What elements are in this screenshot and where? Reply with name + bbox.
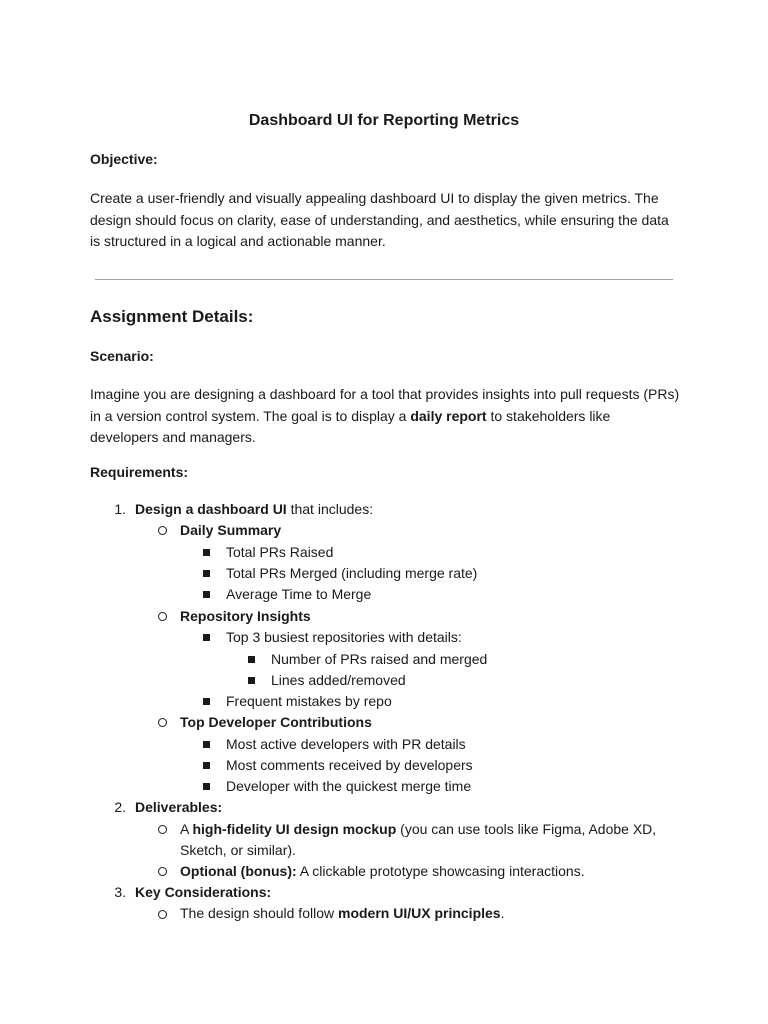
list-item-key-considerations	[135, 882, 271, 903]
list-item-mockup	[180, 819, 656, 840]
list-item-bold: modern UI/UX principles	[338, 905, 501, 921]
list-item-design-principles	[180, 903, 504, 924]
square-bullet-icon	[203, 591, 210, 598]
hollow-circle-bullet-icon	[158, 612, 167, 621]
list-item-bold: Daily Summary	[180, 522, 282, 538]
square-bullet-icon	[248, 656, 255, 663]
scenario-text	[90, 384, 682, 449]
list-item-top3-repos: Top 3 busiest repositories with details:	[226, 629, 462, 645]
document-title: Dashboard UI for Reporting Metrics	[248, 112, 520, 129]
list-item-most-active-devs: Most active developers with PR details	[226, 736, 466, 752]
list-item-lines-added-removed: Lines added/removed	[271, 672, 406, 688]
hollow-circle-bullet-icon	[158, 526, 167, 535]
square-bullet-icon	[203, 698, 210, 705]
list-item-bold: Key Considerations:	[135, 884, 272, 900]
list-item-top-dev-contrib	[180, 712, 372, 733]
list-item-pre: A	[180, 821, 193, 837]
list-item-daily-summary	[180, 520, 281, 541]
list-item-total-prs-merged: Total PRs Merged (including merge rate)	[226, 565, 478, 581]
scenario-text-bold: daily report	[410, 407, 487, 424]
square-bullet-icon	[203, 634, 210, 641]
list-item-mockup-continued: Sketch, or similar).	[180, 842, 296, 858]
scenario-text-pre: Imagine you are designing a dashboard for a tool that provides insights into pull requests (PRs) in a version control system. The goal is to display a	[90, 386, 680, 424]
list-item-optional	[180, 861, 585, 882]
list-number-2: 2.	[114, 799, 126, 815]
scenario-text-post: to stakeholders like developers and managers.	[90, 407, 611, 445]
list-item-repo-insights	[180, 606, 311, 627]
list-item-bold: Optional (bonus):	[180, 863, 297, 879]
list-item-rest: .	[500, 905, 505, 921]
square-bullet-icon	[203, 783, 210, 790]
list-item-deliverables	[135, 797, 222, 818]
square-bullet-icon	[203, 549, 210, 556]
list-item-bold: Top Developer Contributions	[180, 714, 372, 730]
list-item-avg-time-merge: Average Time to Merge	[226, 586, 372, 602]
list-item-bold: high-fidelity UI design mockup	[192, 821, 397, 837]
list-item-total-prs-raised: Total PRs Raised	[226, 544, 334, 560]
hollow-circle-bullet-icon	[158, 867, 167, 876]
list-item-rest: A clickable prototype showcasing interactions.	[296, 863, 585, 879]
square-bullet-icon	[248, 677, 255, 684]
list-item-quickest-merge: Developer with the quickest merge time	[226, 778, 472, 794]
objective-label: Objective:	[90, 151, 158, 167]
hollow-circle-bullet-icon	[158, 825, 167, 834]
hollow-circle-bullet-icon	[158, 718, 167, 727]
hollow-circle-bullet-icon	[158, 910, 167, 919]
list-item-design-dashboard	[135, 499, 373, 520]
list-item-bold: Design a dashboard UI	[135, 501, 287, 517]
square-bullet-icon	[203, 762, 210, 769]
requirements-label: Requirements:	[90, 464, 189, 480]
list-item-num-prs-raised-merged: Number of PRs raised and merged	[271, 651, 488, 667]
list-item-most-comments: Most comments received by developers	[226, 757, 473, 773]
objective-text: Create a user-friendly and visually appealing dashboard UI to display the given metrics. The design should focus on clarity, ease of understanding, and aesthetics, while ensuring the data is structured in a logical and actionable manner.	[90, 190, 669, 249]
list-item-bold: Deliverables:	[135, 799, 223, 815]
list-number-3: 3.	[114, 884, 126, 900]
square-bullet-icon	[203, 741, 210, 748]
section-divider	[95, 279, 673, 280]
list-number-1: 1.	[114, 501, 126, 517]
assignment-heading: Assignment Details:	[90, 307, 254, 326]
list-item-rest: that includes:	[286, 501, 374, 517]
scenario-label: Scenario:	[90, 348, 154, 364]
list-item-frequent-mistakes: Frequent mistakes by repo	[226, 693, 392, 709]
list-item-pre: The design should follow	[180, 905, 338, 921]
square-bullet-icon	[203, 570, 210, 577]
list-item-bold: Repository Insights	[180, 608, 311, 624]
list-item-rest: (you can use tools like Figma, Adobe XD,	[396, 821, 657, 837]
